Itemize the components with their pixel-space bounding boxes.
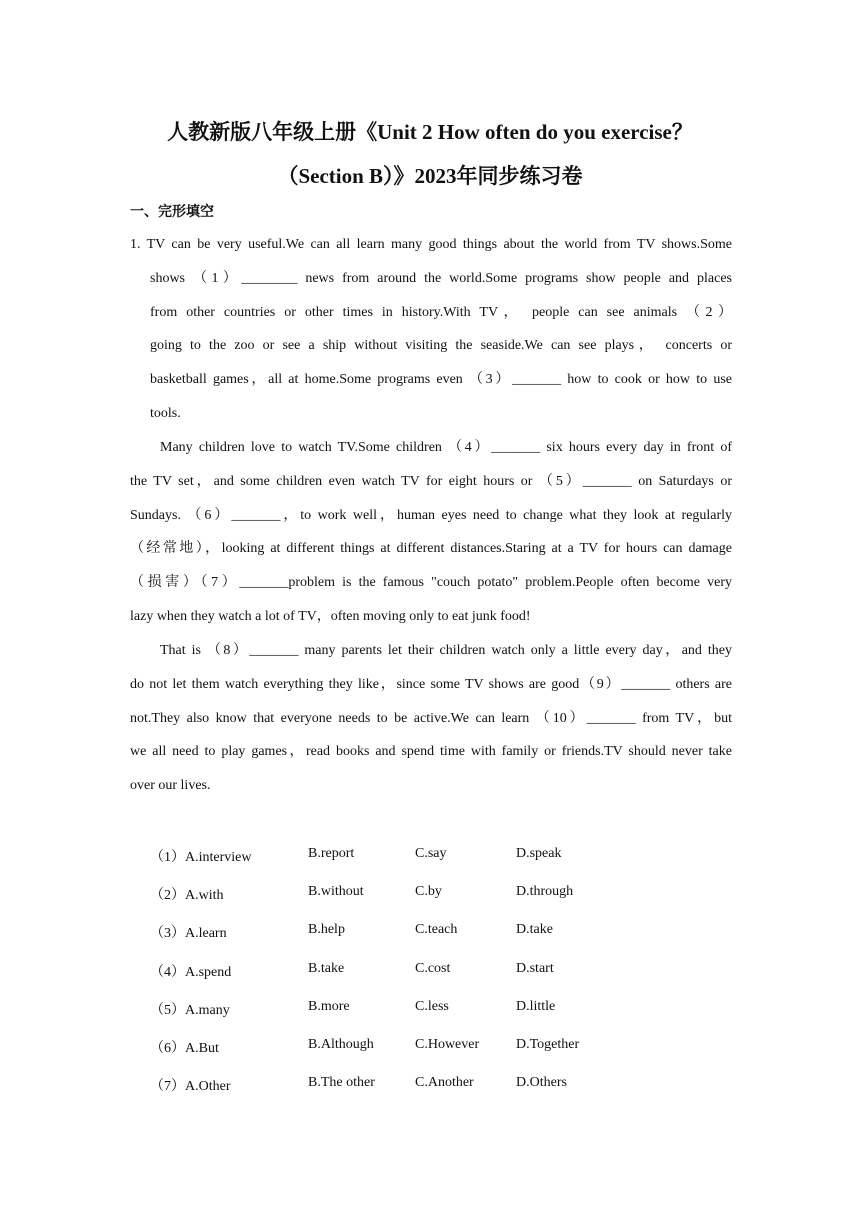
passage-line: basketball games，all at home.Some programs even （3）_______ how to cook or how to use xyxy=(150,372,732,388)
option-c: C.Another xyxy=(415,1075,474,1091)
document-title-line-2: （Section B）》2023年同步练习卷 xyxy=(277,164,583,188)
question-1-paragraph-2 xyxy=(130,431,732,634)
option-c: C.However xyxy=(415,1036,480,1052)
option-c: C.say xyxy=(415,846,447,861)
option-a: （1）A.interview xyxy=(150,850,252,865)
passage-line: shows （1）________ news from around the world.Some programs show people and places xyxy=(150,270,732,286)
option-d: D.Others xyxy=(516,1075,567,1091)
option-b: B.The other xyxy=(308,1075,375,1091)
passage-line: （损害）（7）_______problem is the famous "couch potato" problem.People often become very xyxy=(130,575,732,591)
option-a: （2）A.with xyxy=(150,888,224,904)
option-a: （4）A.spend xyxy=(150,964,232,980)
option-b: B.report xyxy=(308,846,355,861)
passage-line: Many children love to watch TV.Some children （4）_______ six hours every day in front of xyxy=(160,440,732,455)
passage-line: the TV set，and some children even watch TV for eight hours or （5）_______ on Saturdays or xyxy=(130,473,732,489)
option-b: B.without xyxy=(308,884,364,900)
option-c: C.teach xyxy=(415,922,458,938)
option-d: D.speak xyxy=(516,846,562,861)
passage-line: （经常地），looking at different things at different distances.Staring at a TV for hours can damage xyxy=(130,541,732,557)
option-a: （5）A.many xyxy=(150,1002,230,1018)
option-d: D.little xyxy=(516,998,556,1014)
passage-line: from other countries or other times in history.With TV， people can see animals （2） xyxy=(150,304,732,320)
option-a: （7）A.Other xyxy=(150,1079,231,1095)
option-a: （3）A.learn xyxy=(150,926,227,942)
passage-line: lazy when they watch a lot of TV，often moving only to eat junk food! xyxy=(130,608,531,624)
document-title-line-1: 人教新版八年级上册《Unit 2 How often do you exercise？ xyxy=(167,120,693,144)
option-d: D.take xyxy=(516,922,553,938)
option-c: C.cost xyxy=(415,960,451,976)
question-1-paragraph-1 xyxy=(130,228,732,431)
section-heading: 一、完形填空 xyxy=(130,204,214,220)
passage-line: do not let them watch everything they like，since some TV shows are good（9）_______ others are xyxy=(130,676,732,692)
option-d: D.Together xyxy=(516,1036,580,1052)
option-c: C.less xyxy=(415,998,449,1014)
passage-line: tools. xyxy=(150,405,181,421)
option-b: B.help xyxy=(308,922,345,938)
passage-line: going to the zoo or see a ship without visiting the seaside.We can see plays， concerts or xyxy=(150,338,732,354)
passage-line: not.They also know that everyone needs to be active.We can learn （10）_______ from TV，but xyxy=(130,710,732,726)
option-d: D.through xyxy=(516,884,574,900)
option-b: B.take xyxy=(308,960,345,976)
option-c: C.by xyxy=(415,884,442,900)
option-a: （6）A.But xyxy=(150,1040,219,1056)
option-b: B.more xyxy=(308,998,350,1014)
question-1-paragraph-3 xyxy=(130,634,732,803)
passage-line: Sundays. （6）_______，to work well，human eyes need to change what they look at regularly xyxy=(130,507,732,523)
option-d: D.start xyxy=(516,960,554,976)
option-b: B.Although xyxy=(308,1036,374,1052)
passage-line: That is （8）_______ many parents let their children watch only a little every day，and they xyxy=(160,643,732,658)
passage-line: over our lives. xyxy=(130,778,211,794)
passage-line: we all need to play games，read books and spend time with family or friends.TV should never take xyxy=(130,744,732,760)
passage-line: 1. TV can be very useful.We can all learn many good things about the world from TV shows.Some xyxy=(130,237,732,252)
